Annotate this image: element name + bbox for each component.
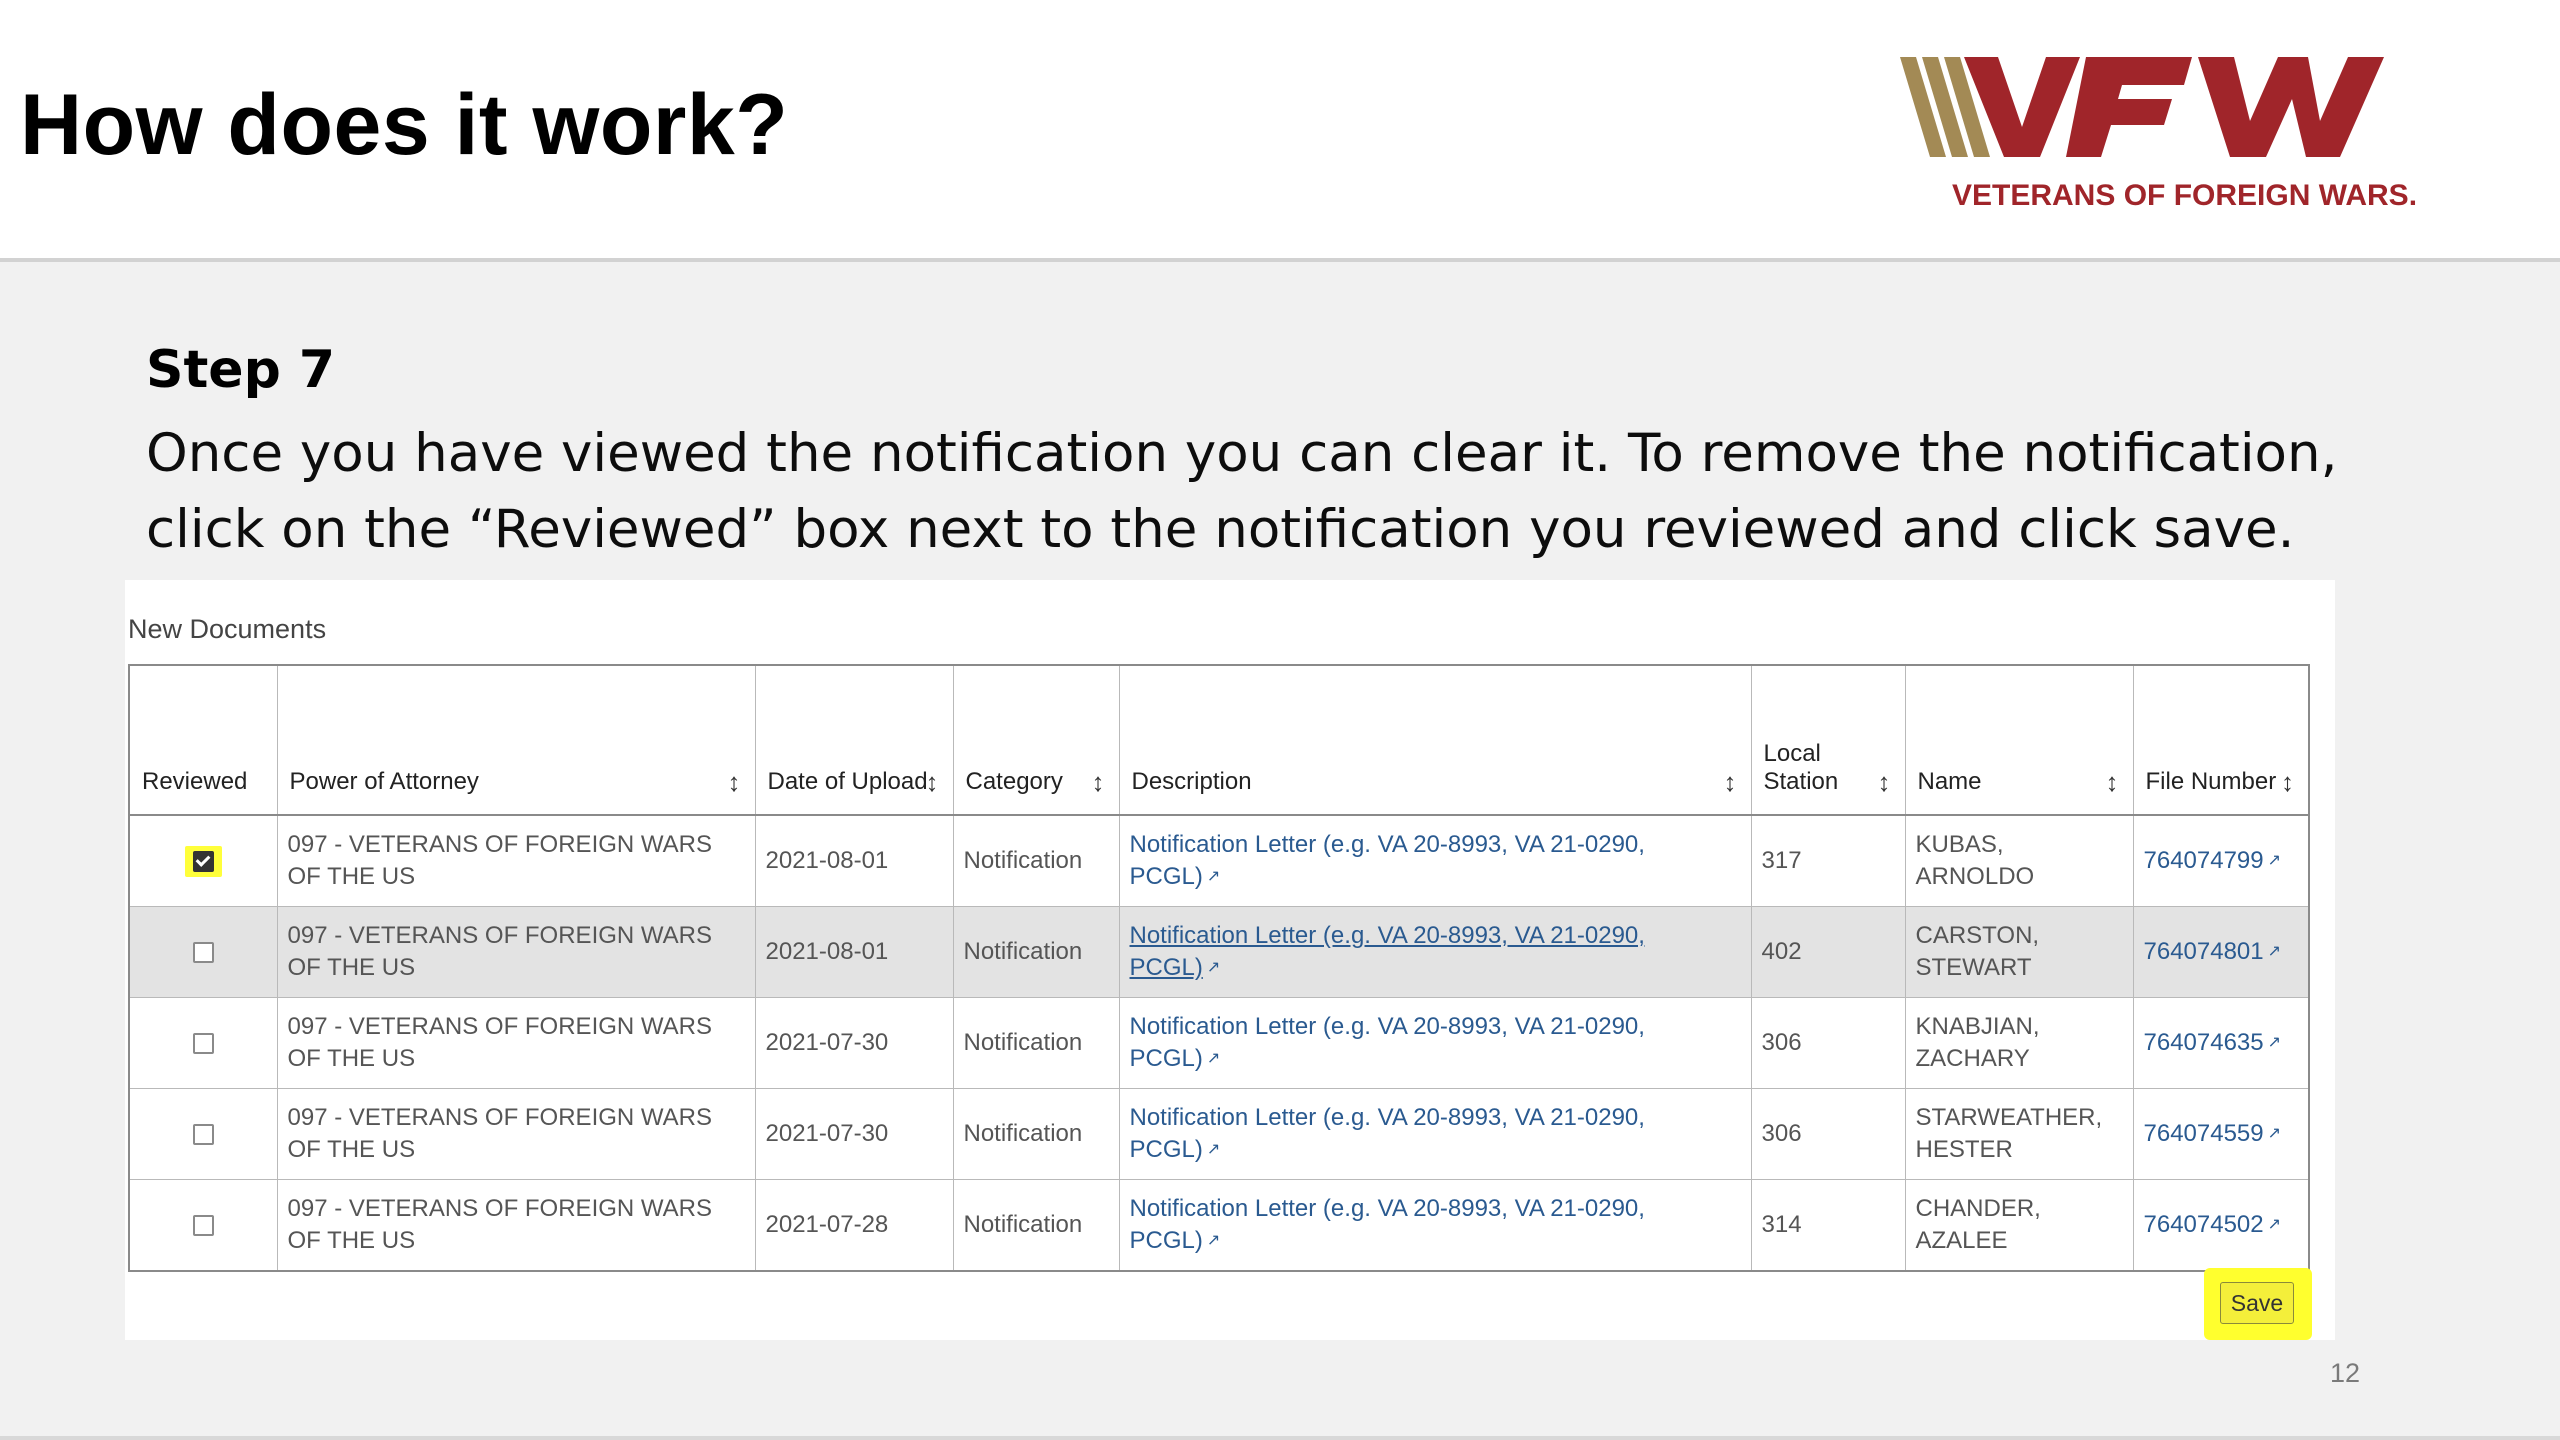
reviewed-cell: [129, 1180, 277, 1272]
date-cell: [755, 907, 953, 998]
column-header-3[interactable]: [953, 665, 1119, 815]
date-text: 2021-07-30: [765, 1029, 889, 1056]
name-cell: [1905, 998, 2133, 1089]
file-number-cell: [2133, 1180, 2309, 1272]
station-cell: [1751, 815, 1905, 907]
category-cell: [953, 998, 1119, 1089]
station-cell: [1751, 907, 1905, 998]
power-of-attorney-cell: [277, 998, 755, 1089]
station-text: 402: [1761, 938, 1802, 965]
reviewed-checkbox[interactable]: [193, 1124, 214, 1145]
logo-tagline: VETERANS OF FOREIGN WARS.: [1952, 179, 2418, 212]
date-cell: [755, 1089, 953, 1180]
external-link-icon: ↗: [2267, 852, 2282, 869]
file-number-cell: [2133, 998, 2309, 1089]
category-text: Notification: [963, 1211, 1083, 1238]
name-text: KNABJIAN, ZACHARY: [1915, 1013, 2040, 1072]
name-text: KUBAS, ARNOLDO: [1915, 831, 2035, 890]
date-cell: [755, 1180, 953, 1272]
file-number-link[interactable]: 764074801: [2143, 938, 2264, 965]
external-link-icon: ↗: [2267, 943, 2282, 960]
reviewed-cell: [129, 815, 277, 907]
file-number-link[interactable]: 764074502: [2143, 1211, 2264, 1238]
new-documents-panel: [125, 580, 2335, 1340]
external-link-icon: ↗: [2267, 1216, 2282, 1233]
name-cell: [1905, 1180, 2133, 1272]
station-cell: [1751, 1180, 1905, 1272]
file-number-link[interactable]: 764074799: [2143, 847, 2264, 874]
sort-icon[interactable]: ↕: [1877, 767, 1891, 797]
station-text: 306: [1761, 1029, 1802, 1056]
column-header-label: Category: [965, 768, 1063, 795]
table-row: [129, 907, 2309, 998]
date-text: 2021-07-28: [765, 1211, 889, 1238]
date-text: 2021-08-01: [765, 938, 889, 965]
power-of-attorney-cell: [277, 1180, 755, 1272]
description-cell: [1119, 1089, 1751, 1180]
power-of-attorney-text: 097 - VETERANS OF FOREIGN WARS OF THE US: [287, 1195, 713, 1254]
column-header-label: Reviewed: [142, 768, 248, 795]
sort-icon[interactable]: ↕: [1723, 767, 1737, 797]
table-row: [129, 998, 2309, 1089]
description-cell: [1119, 815, 1751, 907]
power-of-attorney-text: 097 - VETERANS OF FOREIGN WARS OF THE US: [287, 1104, 713, 1163]
column-header-label: Name: [1917, 768, 1982, 795]
description-link[interactable]: Notification Letter (e.g. VA 20-8993, VA 21-0290, PCGL): [1129, 922, 1645, 981]
file-number-cell: [2133, 1089, 2309, 1180]
power-of-attorney-text: 097 - VETERANS OF FOREIGN WARS OF THE US: [287, 1013, 713, 1072]
external-link-icon: ↗: [1206, 1141, 1221, 1158]
table-row: [129, 1180, 2309, 1272]
column-header-7[interactable]: [2133, 665, 2309, 815]
category-cell: [953, 1180, 1119, 1272]
table-header: [129, 665, 2309, 815]
sort-icon[interactable]: ↕: [2105, 767, 2119, 797]
sort-icon[interactable]: ↕: [925, 767, 939, 797]
file-number-cell: [2133, 815, 2309, 907]
bottom-divider: [0, 1436, 2560, 1440]
header-row: [129, 665, 2309, 815]
sort-icon[interactable]: ↕: [1091, 767, 1105, 797]
station-text: 317: [1761, 847, 1802, 874]
file-number-cell: [2133, 907, 2309, 998]
station-text: 314: [1761, 1211, 1802, 1238]
category-text: Notification: [963, 938, 1083, 965]
description-cell: [1119, 1180, 1751, 1272]
date-text: 2021-07-30: [765, 1120, 889, 1147]
slide-title: How does it work?: [20, 77, 789, 173]
reviewed-checkbox[interactable]: [193, 942, 214, 963]
description-cell: [1119, 998, 1751, 1089]
power-of-attorney-text: 097 - VETERANS OF FOREIGN WARS OF THE US: [287, 922, 713, 981]
table-row: [129, 1089, 2309, 1180]
name-cell: [1905, 815, 2133, 907]
category-text: Notification: [963, 1029, 1083, 1056]
page-number: 12: [2330, 1358, 2361, 1388]
station-cell: [1751, 998, 1905, 1089]
column-header-label: File Number: [2145, 768, 2277, 795]
save-button[interactable]: Save: [2220, 1282, 2294, 1324]
name-cell: [1905, 1089, 2133, 1180]
reviewed-cell: [129, 1089, 277, 1180]
reviewed-checkbox[interactable]: [193, 851, 214, 872]
vfw-logo: [1900, 55, 2460, 215]
category-cell: [953, 815, 1119, 907]
column-header-2[interactable]: [755, 665, 953, 815]
name-cell: [1905, 907, 2133, 998]
column-header-0: [129, 665, 277, 815]
date-cell: [755, 998, 953, 1089]
power-of-attorney-cell: [277, 815, 755, 907]
sort-icon[interactable]: ↕: [2281, 767, 2294, 797]
column-header-label: Description: [1131, 768, 1252, 795]
date-cell: [755, 815, 953, 907]
external-link-icon: ↗: [2267, 1034, 2282, 1051]
external-link-icon: ↗: [1206, 1232, 1221, 1249]
name-text: CARSTON, STEWART: [1915, 922, 2040, 981]
vfw-logo-graphic: [1900, 55, 2460, 215]
reviewed-cell: [129, 907, 277, 998]
date-text: 2021-08-01: [765, 847, 889, 874]
panel-caption: New Documents: [128, 614, 327, 644]
step-instructions: Once you have viewed the notification you can clear it. To remove the notification, click on the “Reviewed” box next to the notification you reviewed and click save.: [146, 423, 2338, 560]
name-text: STARWEATHER, HESTER: [1915, 1104, 2103, 1163]
column-header-5[interactable]: [1751, 665, 1905, 815]
table-body: [129, 815, 2309, 1271]
external-link-icon: ↗: [1206, 1050, 1221, 1067]
station-cell: [1751, 1089, 1905, 1180]
category-text: Notification: [963, 847, 1083, 874]
external-link-icon: ↗: [2267, 1125, 2282, 1142]
description-link[interactable]: Notification Letter (e.g. VA 20-8993, VA 21-0290, PCGL): [1129, 1013, 1645, 1072]
description-link[interactable]: Notification Letter (e.g. VA 20-8993, VA 21-0290, PCGL): [1129, 831, 1645, 890]
station-text: 306: [1761, 1120, 1802, 1147]
power-of-attorney-text: 097 - VETERANS OF FOREIGN WARS OF THE US: [287, 831, 713, 890]
save-highlight: [2204, 1268, 2312, 1340]
reviewed-checkbox[interactable]: [193, 1215, 214, 1236]
file-number-link[interactable]: 764074635: [2143, 1029, 2264, 1056]
name-text: CHANDER, AZALEE: [1915, 1195, 2041, 1254]
external-link-icon: ↗: [1206, 868, 1221, 885]
reviewed-cell: [129, 998, 277, 1089]
column-header-1[interactable]: [277, 665, 755, 815]
reviewed-checkbox[interactable]: [193, 1033, 214, 1054]
power-of-attorney-cell: [277, 1089, 755, 1180]
column-header-label: Date of Upload: [767, 768, 928, 795]
checkbox-highlight: [185, 846, 222, 877]
new-documents-table: [128, 664, 2310, 1272]
column-header-4[interactable]: [1119, 665, 1751, 815]
description-link[interactable]: Notification Letter (e.g. VA 20-8993, VA 21-0290, PCGL): [1129, 1195, 1645, 1254]
file-number-link[interactable]: 764074559: [2143, 1120, 2264, 1147]
description-link[interactable]: Notification Letter (e.g. VA 20-8993, VA 21-0290, PCGL): [1129, 1104, 1645, 1163]
column-header-label: Local Station: [1763, 740, 1839, 795]
category-cell: [953, 907, 1119, 998]
external-link-icon: ↗: [1206, 959, 1221, 976]
table-row: [129, 815, 2309, 907]
power-of-attorney-cell: [277, 907, 755, 998]
sort-icon[interactable]: ↕: [727, 767, 741, 797]
column-header-label: Power of Attorney: [289, 768, 479, 795]
column-header-6[interactable]: [1905, 665, 2133, 815]
category-text: Notification: [963, 1120, 1083, 1147]
category-cell: [953, 1089, 1119, 1180]
description-cell: [1119, 907, 1751, 998]
step-heading: Step 7: [146, 340, 336, 400]
